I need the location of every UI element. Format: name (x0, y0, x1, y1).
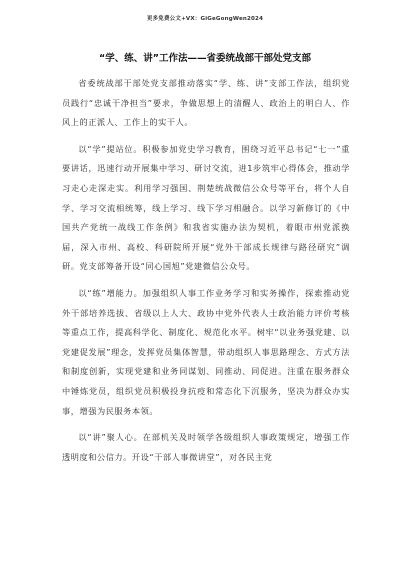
paragraph-practice: 以“练”增能力。加强组织人事工作业务学习和实务操作，探索推动党外干部培养选拔、省级以上人大、政协中党外代表人士政治能力评价考核等重点工作，提高科学化、制度化、规范化水平。树牢“以业务强党建、以党建促发展”理念，发挥党员集体智慧，带动组织人事思路理念、方式方法和制度创新，实现党建和业务同谋划、同推动、同促进。注重在服务群众中锤炼党员，组织党员积极投身抗疫和常态化下沉服务，坚决为群众办实事，增强为民服务本领。 (62, 287, 350, 416)
paragraph-speak: 以“讲”聚人心。在部机关及时领学各级组织人事政策规定，增强工作透明度和公信力。开设“干部人事微讲堂”，对各民主党 (62, 432, 350, 462)
paragraph-study: 以“学”提站位。积极参加党史学习教育，围绕习近平总书记“七一”重要讲话，迅速行动开展集中学习、研讨交流，进1步筑牢心得体会，推动学习走心走深走实。利用学习强国、荆楚统战微信公众号等平台，将个人自学、学习交流相统筹，线上学习、线下学习相融合。以学习新修订的《中国共产党统一战线工作条例》和我省实施办法为契机，着眼市州党派换届，深入市州、高校、科研院所开展“党外干部成长规律与路径研究”调研。党支部筹备开设“同心国旭”党建微信公众号。 (62, 143, 350, 272)
document-title: “学、练、讲”工作法——省委统战部干部处党支部 (99, 53, 311, 64)
header-note: 更多免费公文+VX：GiGeGongWen2024 (146, 16, 264, 22)
document-body (62, 74, 350, 474)
paragraph-intro: 省委统战部干部处党支部推动落实“学、练、讲”支部工作法，组织党员践行“忠诚干净担当”要求，争做思想上的清醒人、政治上的明白人、作风上的正派人、工作上的实干人。 (62, 78, 350, 128)
